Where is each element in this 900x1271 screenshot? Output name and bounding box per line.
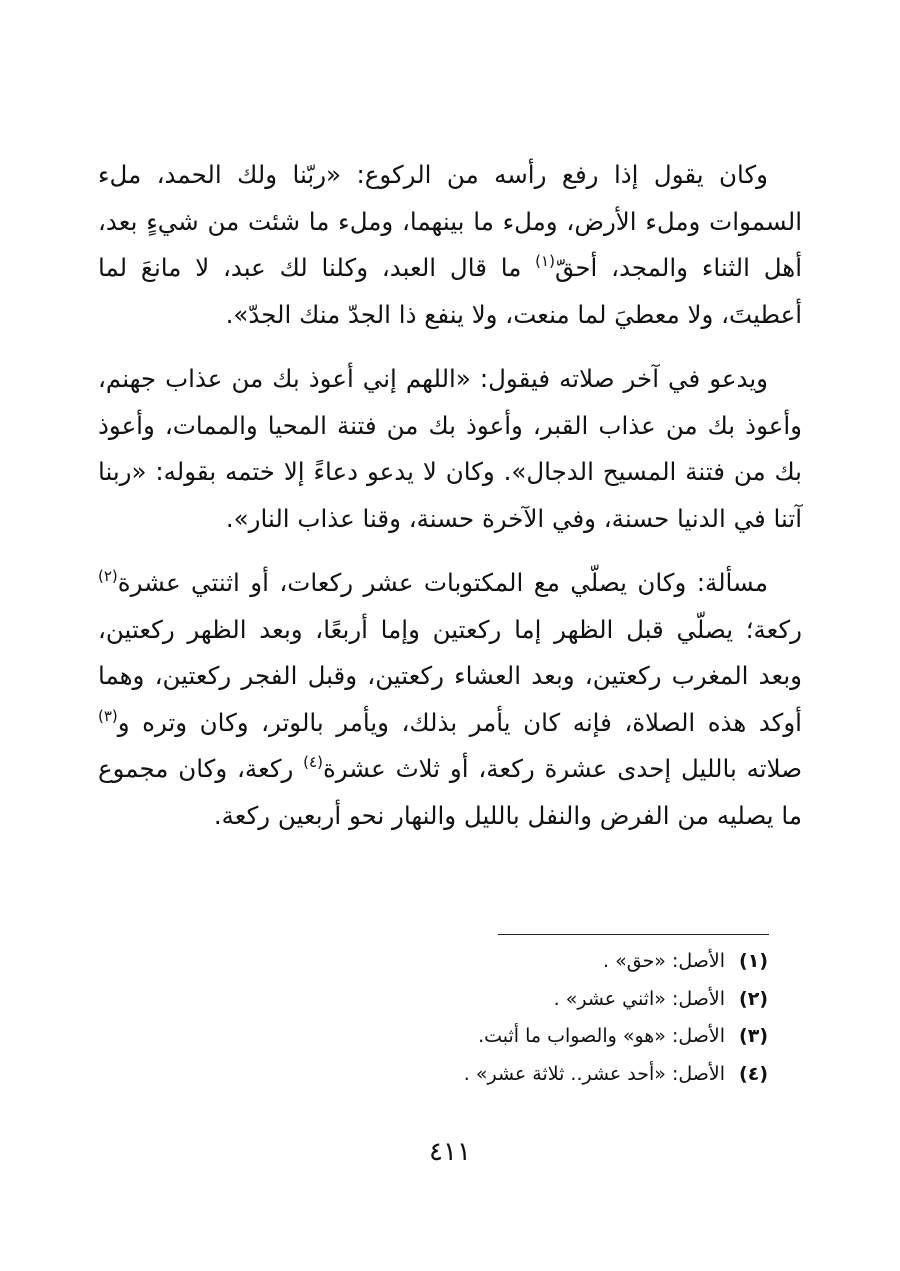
footnote-number: (٤) — [739, 1062, 768, 1085]
footnote-ref-3: (٣) — [98, 706, 118, 725]
paragraph-sunnah-prayers — [98, 560, 802, 839]
text-segment: ركعة، وكان مجموع ما يصليه من الفرض والنفل بالليل والنهار نحو أربعين ركعة. — [98, 754, 802, 830]
text-segment: وكان يقول إذا رفع رأسه من الركوع: «ربّنا ولك الحمد، ملء السموات وملء الأرض، وملء ما بينهما، وملء ما شئت من شيءٍ بعد، أهل الثناء والمجد، أحقّ — [98, 160, 803, 282]
paragraph-end-of-prayer-dua — [98, 356, 802, 542]
footnote-4 — [168, 1056, 768, 1094]
footnote-ref-2: (٢) — [98, 567, 118, 585]
main-text — [98, 152, 802, 839]
footnote-number: (٣) — [739, 1025, 768, 1047]
footnote-ref-4: (٤) — [303, 753, 323, 771]
footnotes — [168, 943, 768, 1093]
footnote-text: الأصل: «أحد عشر.. ثلاثة عشر» . — [463, 1062, 726, 1085]
footnote-text: الأصل: «هو» والصواب ما أثبت. — [478, 1025, 726, 1047]
text-segment: ركعة؛ يصلّي قبل الظهر إما ركعتين وإما أربعًا، وبعد الظهر ركعتين، وبعد المغرب ركعتين، وبعد العشاء ركعتين، وقبل الفجر ركعتين، وهما أوكد هذه الصلاة، فإنه كان يأمر بذلك، ويأمر بالوتر، وكان وتره و — [98, 614, 802, 737]
footnote-1 — [168, 943, 768, 981]
text-segment: ما قال العبد، وكلنا لك عبد، لا مانعَ لما أعطيتَ، ولا معطيَ لما منعت، ولا ينفع ذا الجدّ منك الجدّ». — [98, 253, 802, 329]
footnote-2 — [168, 981, 768, 1019]
text-segment: ويدعو في آخر صلاته فيقول: «اللهم إني أعوذ بك من عذاب جهنم، وأعوذ بك من عذاب القبر، وأعوذ بك من فتنة المحيا والممات، وأعوذ بك من فتنة المسيح الدجال». وكان لا يدعو دعاءً إلا ختمه بقوله: «ربنا آتنا في الدنيا حسنة، وفي الآخرة حسنة، وقنا عذاب النار». — [98, 364, 802, 533]
footnote-text: الأصل: «اثني عشر» . — [553, 987, 726, 1010]
footnote-number: (١) — [739, 950, 768, 972]
text-segment: صلاته بالليل إحدى عشرة ركعة، أو ثلاث عشرة — [322, 754, 802, 783]
page-number: ٤١١ — [429, 1137, 471, 1167]
footnote-ref-1: (١) — [535, 252, 555, 270]
footnote-separator — [498, 934, 769, 935]
footnote-3 — [168, 1018, 768, 1056]
footnote-text: الأصل: «حق» . — [603, 950, 726, 972]
paragraph-ruku-dua — [98, 152, 802, 338]
text-segment: مسألة: وكان يصلّي مع المكتوبات عشر ركعات، أو اثنتي عشرة — [117, 568, 768, 597]
footnote-number: (٢) — [739, 987, 768, 1010]
